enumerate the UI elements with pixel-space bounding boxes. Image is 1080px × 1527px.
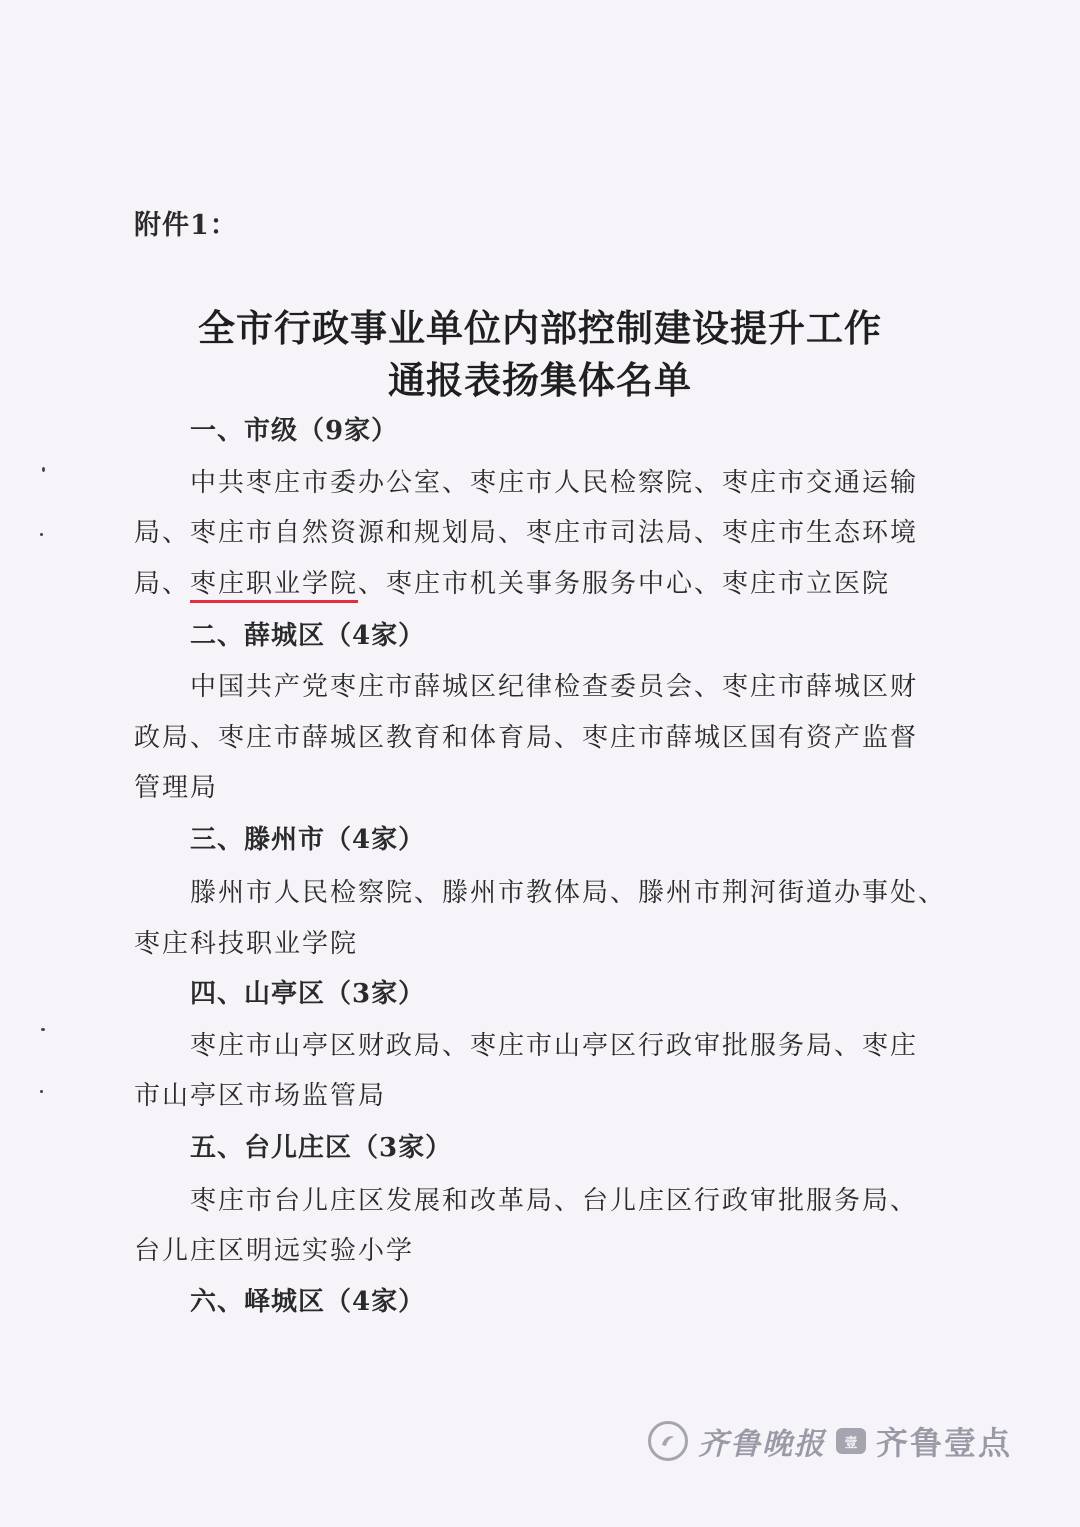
- section-line-highlighted: [134, 563, 946, 603]
- section-line: 台儿庄区明远实验小学: [134, 1236, 415, 1266]
- scan-speck: [41, 1028, 45, 1031]
- scan-speck: [40, 533, 43, 536]
- section-heading-yicheng: 六、峄城区（4家）: [190, 1287, 426, 1317]
- attachment-label: 附件1：: [134, 210, 238, 241]
- section-line: 枣庄市山亭区财政局、枣庄市山亭区行政审批服务局、枣庄: [190, 1031, 919, 1061]
- document-title-line1: 全市行政事业单位内部控制建设提升工作: [198, 306, 882, 350]
- section-heading-city: 一、市级（9家）: [190, 416, 399, 446]
- section-line: 中国共产党枣庄市薛城区纪律检查委员会、枣庄市薛城区财: [190, 672, 919, 702]
- section-line: 中共枣庄市委办公室、枣庄市人民检察院、枣庄市交通运输: [190, 468, 919, 498]
- watermark-app-logo-icon: 壹: [836, 1428, 866, 1454]
- section-line: 局、枣庄市自然资源和规划局、枣庄市司法局、枣庄市生态环境: [134, 518, 919, 548]
- newspaper-logo-icon: [648, 1421, 688, 1461]
- document-title-line2: 通报表扬集体名单: [388, 358, 692, 402]
- section-line: 政局、枣庄市薛城区教育和体育局、枣庄市薛城区国有资产监督: [134, 723, 919, 753]
- highlighted-college-name: 枣庄职业学院: [190, 570, 358, 603]
- section-line: 枣庄科技职业学院: [134, 929, 359, 959]
- watermark-newspaper-name: 齐鲁晚报: [698, 1427, 826, 1462]
- scan-speck: [40, 1090, 43, 1093]
- line-suffix: 、枣庄市机关事务服务中心、枣庄市立医院: [358, 569, 891, 599]
- section-line: 市山亭区市场监管局: [134, 1081, 387, 1111]
- section-heading-xuecheng: 二、薛城区（4家）: [190, 621, 426, 651]
- watermark-brand-name: 齐鲁壹点: [876, 1424, 1013, 1462]
- section-heading-taierzhuang: 五、台儿庄区（3家）: [190, 1133, 453, 1163]
- section-line: 管理局: [134, 773, 219, 803]
- section-heading-tengzhou: 三、滕州市（4家）: [190, 825, 426, 855]
- scan-speck: [42, 467, 45, 472]
- section-line: 滕州市人民检察院、滕州市教体局、滕州市荆河街道办事处、: [190, 878, 947, 908]
- line-prefix: 局、: [134, 569, 191, 599]
- section-heading-shanting: 四、山亭区（3家）: [190, 979, 426, 1009]
- section-line: 枣庄市台儿庄区发展和改革局、台儿庄区行政审批服务局、: [190, 1186, 919, 1216]
- watermark: [648, 1418, 1012, 1464]
